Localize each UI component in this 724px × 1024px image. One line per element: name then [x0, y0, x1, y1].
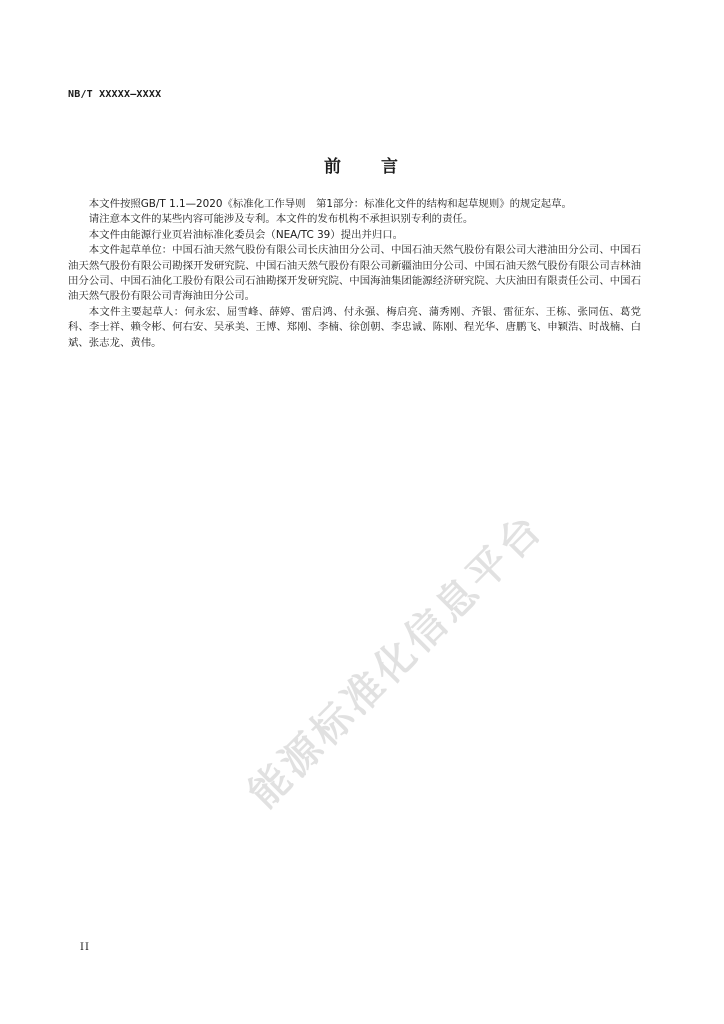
page-number: II [80, 942, 90, 953]
paragraph-proposer: 本文件由能源行业页岩油标准化委员会（NEA/TC 39）提出并归口。 [88, 228, 404, 241]
watermark: 能源标准化信息平台 [240, 504, 553, 818]
paragraph-drafting-units: 本文件起草单位：中国石油天然气股份有限公司长庆油田分公司、中国石油天然气股份有限公司大港油田分公司、中国石油天然气股份有限公司勘探开发研究院、中国石油天然气股份有限公司新疆油田分公司、中国石油天然气股份有限公司吉林油田分公司、中国石油化工股份有限公司石油勘探开发研究院、中国海油集团能源经济研究院、大庆油田有限责任公司、中国石油天然气股份有限公司青海油田分公司。 [68, 244, 641, 303]
paragraph-patent-notice: 请注意本文件的某些内容可能涉及专利。本文件的发布机构不承担识别专利的责任。 [88, 213, 474, 226]
title-char-2: 言 [381, 157, 400, 177]
section-title [0, 152, 724, 177]
paragraph-drafters: 本文件主要起草人：何永宏、屈雪峰、薛婷、雷启鸿、付永强、梅启亮、蒲秀刚、齐银、雷征东、王栋、张同伍、葛党科、李士祥、赖令彬、何右安、吴承美、王博、郑刚、李楠、徐创朝、李忠诚、陈刚、程光华、唐鹏飞、申颖浩、时战楠、白斌、张志龙、黄伟。 [68, 305, 641, 349]
foreword-body [68, 197, 641, 351]
document-code: NB/T XXXXX—XXXX [68, 89, 162, 100]
paragraph-drafting-rules: 本文件按照GB/T 1.1—2020《标准化工作导则 第1部分：标准化文件的结构和起草规则》的规定起草。 [88, 198, 572, 210]
title-char-1: 前 [324, 157, 343, 177]
